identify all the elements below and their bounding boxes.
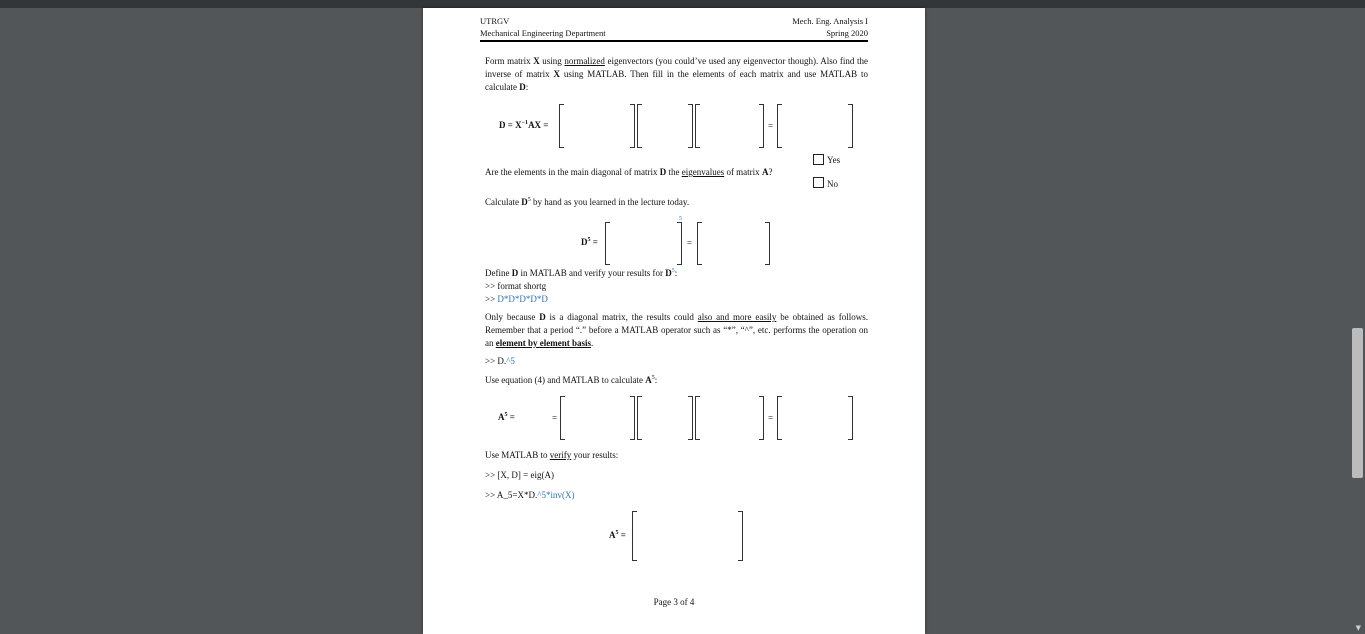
matlab-command-format: >> format shortg <box>485 281 547 291</box>
d5-label: $D^5$ = <box>581 237 598 247</box>
vertical-scrollbar[interactable] <box>1350 8 1365 634</box>
header-rule <box>480 40 868 42</box>
matrix-bracket <box>688 104 693 148</box>
calc-d5-instruction: Calculate $D^5$ by hand as you learned in the lecture today. <box>485 197 690 207</box>
matrix-bracket <box>677 222 682 265</box>
matrix-bracket <box>637 104 642 148</box>
scrollbar-thumb[interactable] <box>1352 328 1363 478</box>
header-term: Spring 2020 <box>826 28 868 38</box>
matrix-bracket <box>632 511 637 561</box>
use-equation-instruction: Use equation (4) and MATLAB to calculate $A^5$: <box>485 375 658 385</box>
instruction-paragraph: Form matrix X using normalized eigenvectors (you could’ve used any eigenvector though). Also find the inverse of matrix X using MATLAB. Then fill in the elements of each matrix and use MATLAB to calculate D: <box>485 56 868 92</box>
equation-d-label: $D = X^{-1}AX$ = <box>499 120 549 130</box>
yes-label: Yes <box>827 155 841 165</box>
verify-instruction: Use MATLAB to verify your results: <box>485 450 619 460</box>
matrix-bracket <box>630 396 635 440</box>
define-d-instruction: Define D in MATLAB and verify your results for $D^5$: <box>485 268 678 278</box>
matrix-bracket <box>630 104 635 148</box>
equals-sign: = <box>687 238 693 248</box>
matrix-bracket <box>759 396 764 440</box>
header-department: Mechanical Engineering Department <box>480 28 606 38</box>
no-label: No <box>827 179 838 189</box>
matlab-command-a5: >> A_5=X*D.^5*inv(X) <box>485 490 575 500</box>
matrix-bracket <box>777 396 782 440</box>
equals-sign: = <box>768 121 774 131</box>
matrix-bracket <box>695 104 700 148</box>
header-course: Mech. Eng. Analysis I <box>792 16 868 26</box>
matrix-bracket <box>765 222 770 265</box>
header-institution: UTRGV <box>480 16 510 26</box>
diagonal-question: Are the elements in the main diagonal of matrix D the eigenvalues of matrix A? <box>485 167 773 177</box>
equals-sign: = <box>552 413 558 423</box>
matrix-bracket <box>695 396 700 440</box>
matrix-bracket <box>848 104 853 148</box>
a5-final-label: $A^5$ = <box>609 530 626 540</box>
pdf-page <box>423 8 925 634</box>
no-checkbox[interactable] <box>813 177 824 188</box>
page-number: Page 3 of 4 <box>653 597 695 607</box>
matrix-bracket <box>559 104 564 148</box>
matrix-bracket <box>759 104 764 148</box>
matrix-bracket <box>697 222 702 265</box>
matlab-command-elementwise: >> D.^5 <box>485 356 515 366</box>
matlab-command-eig: >> [X, D] = eig(A) <box>485 470 554 480</box>
equals-sign: = <box>768 413 774 423</box>
matrix-bracket <box>605 222 610 265</box>
matrix-bracket <box>688 396 693 440</box>
a5-label: $A^5$ = <box>498 412 515 422</box>
power-exponent: 5 <box>679 216 682 222</box>
yes-checkbox[interactable] <box>813 154 824 165</box>
matrix-bracket <box>637 396 642 440</box>
matrix-bracket <box>848 396 853 440</box>
matrix-bracket <box>738 511 743 561</box>
viewer-toolbar <box>0 0 1365 8</box>
elementwise-paragraph: Only because D is a diagonal matrix, the results could also and more easily be obtained as follows. Remember that a period “.” before a MATLAB operator such as “*”, “^”, etc. performs the operation on an element by element basis. <box>485 312 869 348</box>
matrix-bracket <box>560 396 565 440</box>
matlab-command-product: >> D*D*D*D*D <box>485 294 548 304</box>
matrix-bracket <box>777 104 782 148</box>
scroll-down-arrow-icon[interactable]: ▼ <box>1355 624 1361 632</box>
